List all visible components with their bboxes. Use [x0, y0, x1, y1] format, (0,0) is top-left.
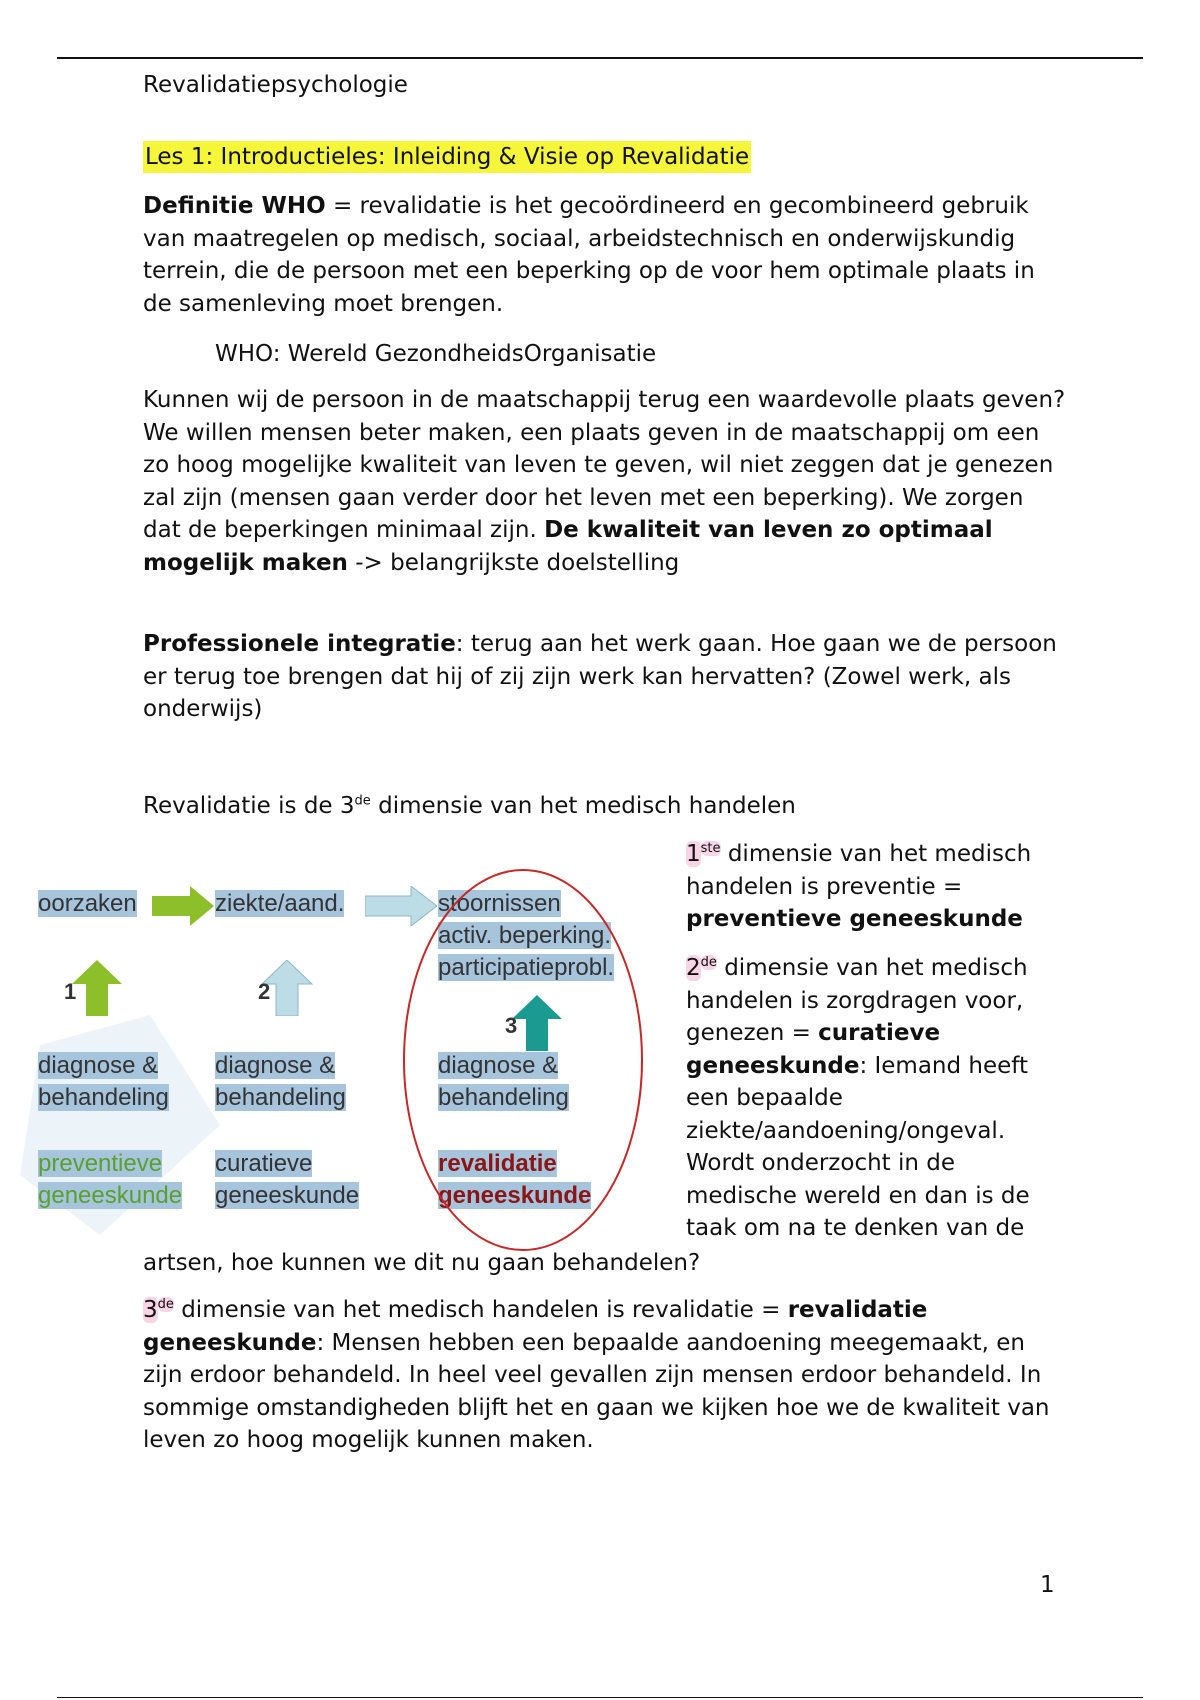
diagram-activiteit: activ. beperking. [438, 922, 611, 949]
professional-term: Professionele integratie [143, 631, 456, 657]
quality-suffix: -> belangrijkste doelstelling [347, 549, 680, 576]
dimensions-diagram [0, 840, 650, 1260]
diagram-oorzaken: oorzaken [38, 890, 137, 917]
intro-before: Revalidatie is de 3 [143, 793, 355, 819]
dimension-3-text [143, 1294, 1068, 1457]
diagnose-col1: diagnose & behandeling [38, 1052, 169, 1111]
who-note: WHO: Wereld GezondheidsOrganisatie [215, 341, 657, 367]
arrow-number-2: 2 [258, 979, 271, 1004]
professional-text: : terug aan het werk gaan. Hoe gaan we de persoon er terug toe brengen dat hij of zij zijn werk kan hervatten? (Zowel werk, als onderwijs) [143, 631, 1057, 722]
dim1-bold: preventieve geneeskunde [686, 906, 1023, 932]
diagnose-col2: diagnose & behandeling [215, 1052, 346, 1111]
quality-paragraph [143, 384, 1068, 579]
intro-after: dimensie van het medisch handelen [370, 793, 796, 819]
dim1-rest: dimensie van het medisch handelen is preventie = [686, 841, 1032, 900]
bottom-rule [57, 1697, 1143, 1698]
arrow-right-green-icon [152, 886, 214, 926]
dim3-after: : Mensen hebben een bepaalde aandoening meegemaakt, en zijn erdoor behandeld. In heel veel gevallen zijn mensen erdoor behandeld. In sommige omstandigheden blijft het en gaan we kijken hoe we de kwaliteit van leven zo hoog mogelijk kunnen maken. [143, 1329, 1050, 1453]
dim2-num: 2 [686, 955, 701, 981]
lesson-title: Les 1: Introductieles: Inleiding & Visie op Revalidatie [143, 141, 751, 173]
dim1-sup: ste [700, 841, 721, 857]
diagram-participatie: participatieprobl. [438, 954, 615, 981]
who-definition [143, 190, 1068, 320]
dim3-bold: revalidatie geneeskunde [143, 1297, 928, 1356]
third-dimension-intro [143, 790, 1068, 823]
page-header: Revalidatiepsychologie [143, 72, 408, 98]
dimension-2-text [686, 952, 1066, 1245]
preventieve-geneeskunde-label: preventieve geneeskunde [38, 1150, 183, 1209]
arrow-number-1: 1 [64, 979, 77, 1004]
definition-text: = revalidatie is het gecoördineerd en gecombineerd gebruik van maatregelen op medisch, sociaal, arbeidstechnisch en onderwijskundig terrein, die de persoon met een beperking op de voor hem optimale plaats in de samenleving moet brengen. [143, 193, 1035, 317]
diagram-stoornissen: stoornissen [438, 890, 561, 917]
revalidatie-geneeskunde-label: revalidatie geneeskunde [438, 1150, 592, 1209]
dim3-rest: dimensie van het medisch handelen is revalidatie = [173, 1297, 788, 1323]
top-rule [57, 57, 1143, 59]
professional-paragraph [143, 628, 1068, 726]
dimension-1-text [686, 838, 1066, 936]
curatieve-geneeskunde-label: curatieve geneeskunde [215, 1150, 360, 1209]
dim2-bold: curatieve geneeskunde [686, 1020, 941, 1079]
dim3-num: 3 [143, 1297, 158, 1323]
diagram-ziekte: ziekte/aand. [215, 890, 345, 917]
page-number: 1 [1040, 1572, 1055, 1598]
arrow-up-green-icon [70, 960, 125, 1016]
definition-term: Definitie WHO [143, 193, 326, 219]
revalidatie-highlight-ellipse [398, 864, 648, 1256]
diagnose-col3: diagnose & behandeling [438, 1052, 569, 1111]
quality-bold: De kwaliteit van leven zo optimaal mogelijk maken [143, 517, 993, 576]
dim2-sup: de [700, 955, 717, 971]
dim3-sup: de [157, 1297, 174, 1313]
dim2-after: : Iemand heeft een bepaalde ziekte/aandoening/ongeval. Wordt onderzocht in de medische wereld en dan is de taak om na te denken van de [686, 1052, 1030, 1241]
dim2-rest: dimensie van het medisch handelen is zorgdragen voor, genezen = [686, 955, 1028, 1046]
arrow-number-3: 3 [505, 1013, 518, 1038]
intro-sup: de [354, 793, 371, 809]
dim1-num: 1 [686, 841, 701, 867]
dimension-2-continuation: artsen, hoe kunnen we dit nu gaan behandelen? [143, 1250, 701, 1276]
quality-text: Kunnen wij de persoon in de maatschappij terug een waardevolle plaats geven? We willen mensen beter maken, een plaats geven in de maatschappij om een zo hoog mogelijke kwaliteit van leven te geven, wil niet zeggen dat je genezen zal zijn (mensen gaan verder door het leven met een beperking). We zorgen dat de beperkingen minimaal zijn. [143, 387, 1066, 543]
